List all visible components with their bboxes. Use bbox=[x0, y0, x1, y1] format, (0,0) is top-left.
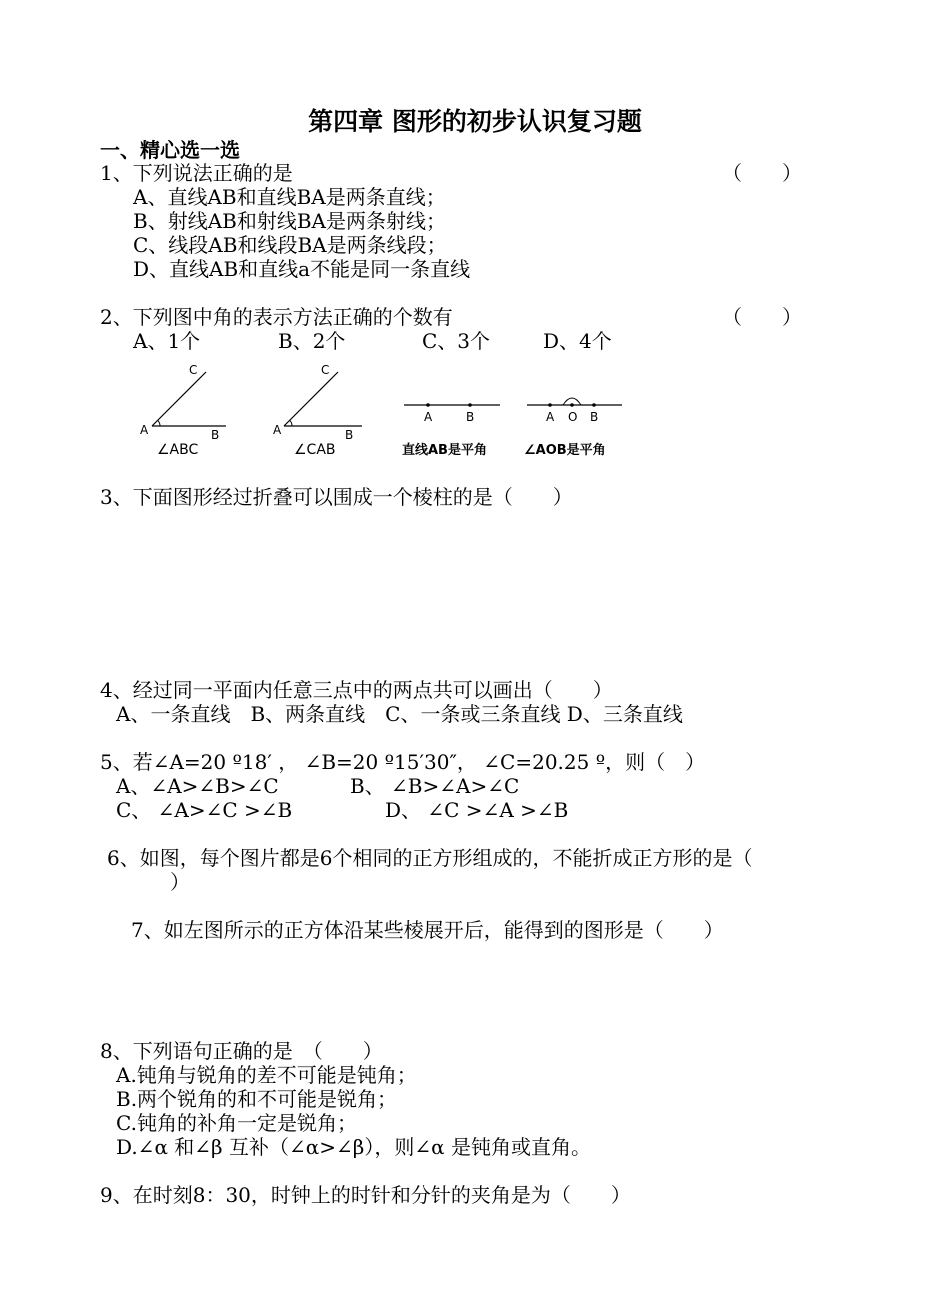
q1-option-d: D、直线AB和直线a不能是同一条直线 bbox=[133, 257, 471, 281]
fig4-caption: ∠AOB是平角 bbox=[524, 443, 606, 458]
q8-option-b: B.两个锐角的和不可能是锐角； bbox=[116, 1087, 398, 1111]
q2-answer-blank: （ ） bbox=[722, 305, 802, 329]
fig4-label-a: A bbox=[546, 410, 555, 424]
q1-option-a: A、直线AB和直线BA是两条直线； bbox=[133, 185, 446, 209]
q5-option-c: C、 ∠A>∠C >∠B bbox=[116, 798, 293, 822]
q2-option-c: C、3个 bbox=[422, 329, 491, 353]
q3-stem: 3、下面图形经过折叠可以围成一个棱柱的是（ ） bbox=[100, 485, 573, 509]
figure-line-ab bbox=[402, 403, 500, 458]
q2-stem: 2、下列图中角的表示方法正确的个数有 bbox=[100, 305, 453, 329]
page-title: 第四章 图形的初步认识复习题 bbox=[308, 107, 642, 136]
q7-stem: 7、如左图所示的正方体沿某些棱展开后，能得到的图形是（ ） bbox=[131, 918, 724, 942]
fig2-label-b: B bbox=[345, 428, 354, 442]
fig2-label-c: C bbox=[321, 363, 330, 377]
fig1-caption: ∠ABC bbox=[157, 442, 199, 458]
q5-option-b: B、 ∠B>∠A>∠C bbox=[350, 774, 520, 798]
figure-angle-aob bbox=[524, 398, 622, 458]
fig3-label-b: B bbox=[466, 410, 475, 424]
q5-stem: 5、若∠A=20 º18′ ， ∠B=20 º15′30″， ∠C=20.25 º，则（ ） bbox=[100, 750, 706, 774]
q2-option-d: D、4个 bbox=[543, 329, 612, 353]
fig3-caption: 直线AB是平角 bbox=[402, 443, 487, 458]
fig1-label-c: C bbox=[189, 363, 198, 377]
fig1-label-b: B bbox=[211, 428, 220, 442]
figure-angle-cab bbox=[273, 363, 362, 458]
q8-stem: 8、下列语句正确的是 （ ） bbox=[100, 1039, 383, 1063]
fig2-caption: ∠CAB bbox=[294, 442, 336, 458]
fig2-label-a: A bbox=[273, 423, 282, 437]
q8-option-c: C.钝角的补角一定是锐角； bbox=[116, 1111, 357, 1135]
fig4-label-b: B bbox=[590, 410, 599, 424]
q2-option-a: A、1个 bbox=[133, 329, 201, 353]
q5-option-d: D、 ∠C >∠A >∠B bbox=[385, 798, 569, 822]
q9-stem: 9、在时刻8：30，时钟上的时针和分针的夹角是为（ ） bbox=[100, 1183, 631, 1207]
q6-stem-cont: ） bbox=[170, 870, 190, 894]
figure-angle-abc bbox=[140, 363, 226, 458]
fig4-label-o: O bbox=[568, 410, 578, 424]
q1-option-b: B、射线AB和射线BA是两条射线； bbox=[133, 209, 446, 233]
q5-option-a: A、∠A>∠B>∠C bbox=[116, 774, 279, 798]
fig3-label-a: A bbox=[424, 410, 433, 424]
q2-option-b: B、2个 bbox=[278, 329, 346, 353]
q1-answer-blank: （ ） bbox=[722, 161, 802, 185]
q6-stem: 6、如图，每个图片都是6个相同的正方形组成的，不能折成正方形的是（ bbox=[107, 846, 753, 870]
q1-option-c: C、线段AB和线段BA是两条线段； bbox=[133, 233, 447, 257]
q8-option-d: D.∠α 和∠β 互补（∠α>∠β），则∠α 是钝角或直角。 bbox=[116, 1135, 591, 1159]
q8-option-a: A.钝角与锐角的差不可能是钝角； bbox=[116, 1063, 417, 1087]
fig1-label-a: A bbox=[140, 423, 149, 437]
section-heading: 一、精心选一选 bbox=[100, 138, 240, 162]
q4-options: A、一条直线 B、两条直线 C、一条或三条直线 D、三条直线 bbox=[116, 702, 683, 726]
q4-stem: 4、经过同一平面内任意三点中的两点共可以画出（ ） bbox=[100, 678, 613, 702]
q1-stem: 1、下列说法正确的是 bbox=[100, 161, 293, 185]
